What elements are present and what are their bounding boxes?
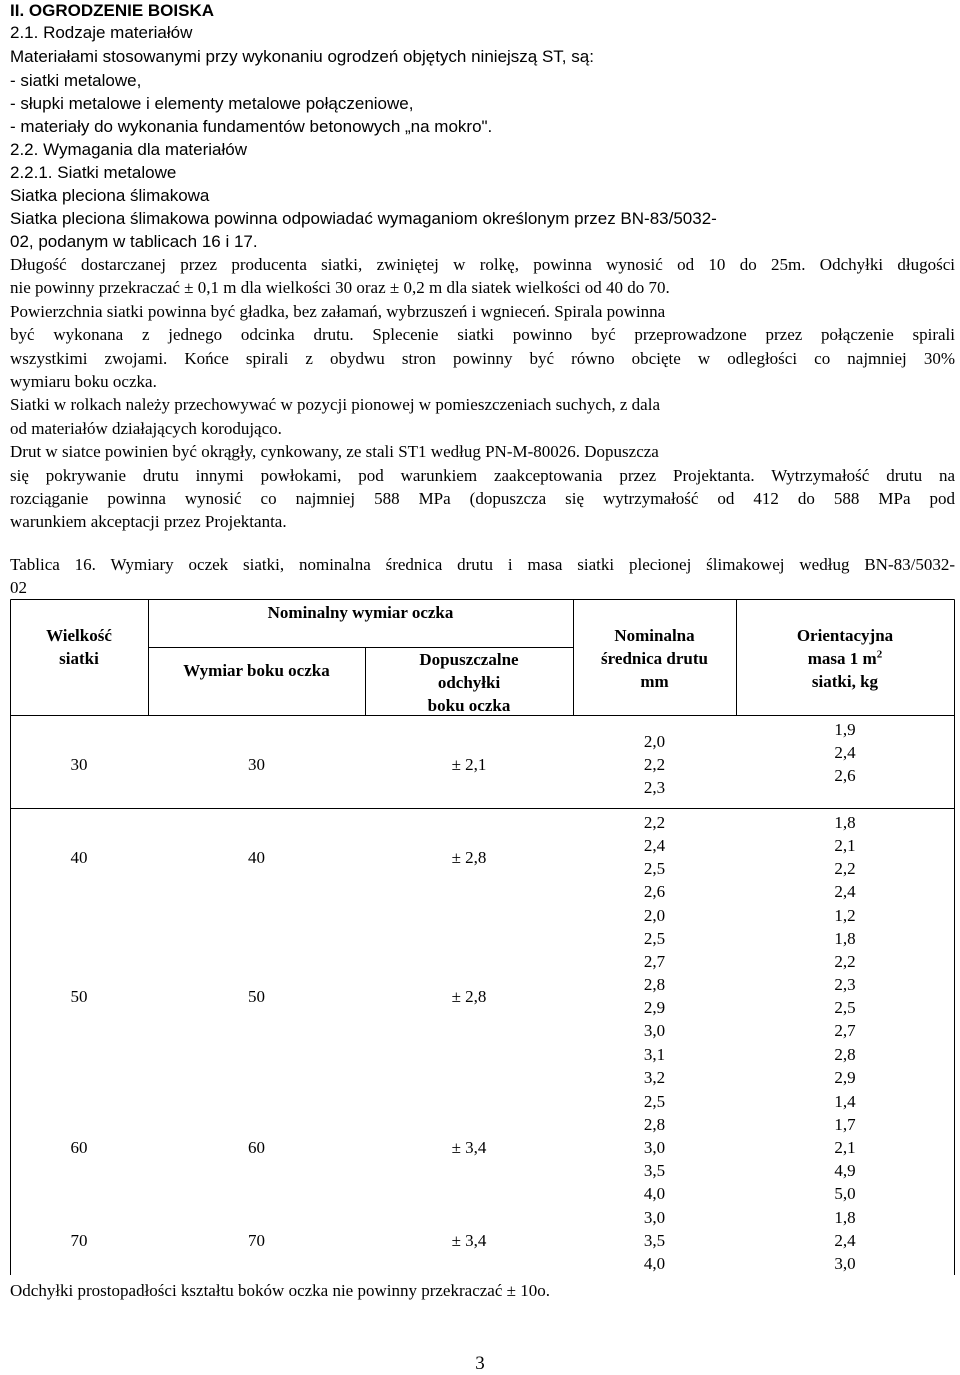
paragraph-line: Długość dostarczanej przez producenta siatki, zwiniętej w rolkę, powinna wynosić od 10 do 25m. Odchyłki długości — [10, 255, 955, 274]
table-cell-size: 40 — [70, 848, 88, 867]
diameter-value: 3,5 — [643, 1161, 666, 1181]
diameter-value: 3,0 — [643, 1021, 666, 1041]
table-footnote: Odchyłki prostopadłości kształtu boków oczka nie powinny przekraczać ± 10o. — [10, 1281, 550, 1300]
table-cell-tolerance: ± 2,1 — [451, 755, 487, 774]
paragraph-line: 02, podanym w tablicach 16 i 17. — [10, 232, 258, 251]
col-header-side: Wymiar boku oczka — [183, 661, 330, 680]
diameter-value: 2,3 — [643, 778, 666, 798]
diameter-value: 2,0 — [643, 906, 666, 925]
diameter-value: 2,0 — [643, 732, 666, 751]
mass-value: 1,8 — [834, 929, 856, 949]
subsection-heading: 2.2. Wymagania dla materiałów — [10, 140, 248, 159]
table-cell-diameter-list — [573, 1206, 736, 1275]
mass-value: 2,5 — [834, 998, 856, 1018]
diameter-value: 2,8 — [643, 1115, 666, 1135]
header-superscript: 2 — [876, 648, 883, 661]
mass-value: 2,7 — [834, 1021, 856, 1041]
subsection-heading: 2.2.1. Siatki metalowe — [10, 163, 177, 182]
mass-value: 2,2 — [834, 859, 856, 879]
diameter-value: 4,0 — [643, 1254, 666, 1274]
header-text: Nominalna — [614, 626, 695, 645]
mass-value: 1,7 — [834, 1115, 856, 1135]
header-text: siatki, kg — [811, 672, 879, 691]
table-cell-side: 50 — [248, 987, 265, 1006]
paragraph-line: od materiałów działających korodująco. — [10, 418, 282, 438]
diameter-value: 2,8 — [643, 975, 666, 995]
table-cell-tolerance: ± 3,4 — [451, 1138, 487, 1157]
paragraph-line: rozciąganie powinna wynosić co najmniej 588 MPa (dopuszcza się wytrzymałość od 412 do 588 MPa pod — [10, 489, 955, 509]
table-cell-tolerance: ± 2,8 — [451, 848, 487, 867]
page-number: 3 — [475, 1353, 485, 1374]
header-text: odchyłki — [437, 673, 501, 692]
table-cell-tolerance: ± 2,8 — [451, 987, 487, 1006]
table-cell-mass-list — [736, 1206, 954, 1275]
mass-value: 2,6 — [834, 766, 856, 786]
mass-value: 2,4 — [834, 1231, 856, 1251]
diameter-value: 2,5 — [643, 929, 666, 949]
mass-value: 2,2 — [834, 952, 856, 972]
diameter-value: 3,5 — [643, 1231, 666, 1251]
paragraph-line: warunkiem akceptacji przez Projektanta. — [10, 512, 287, 532]
mass-value: 2,4 — [834, 743, 856, 763]
mass-value: 4,9 — [834, 1161, 856, 1181]
mass-value: 1,8 — [834, 1208, 856, 1227]
table-cell-tolerance: ± 3,4 — [451, 1231, 487, 1250]
paragraph-line: się pokrywanie drutu innymi powłokami, pod warunkiem zaakceptowania przez Projektanta. Wytrzymałość drutu na — [10, 465, 955, 485]
header-text: średnica drutu — [601, 649, 708, 668]
diameter-value: 2,4 — [643, 836, 666, 856]
table-cell-mass-list — [736, 811, 954, 903]
header-text: Wielkość — [46, 626, 112, 645]
header-text: Orientacyjna — [796, 626, 894, 645]
table-cell-mass-list — [736, 718, 954, 787]
diameter-value: 4,0 — [643, 1184, 666, 1204]
diameter-value: 2,5 — [643, 1092, 666, 1111]
header-text: mm — [640, 672, 669, 691]
header-text: boku oczka — [427, 696, 511, 715]
list-item: - słupki metalowe i elementy metalowe połączeniowe, — [10, 94, 414, 113]
header-text: masa 1 m — [807, 649, 877, 668]
diameter-value: 3,2 — [643, 1067, 666, 1087]
diameter-value: 2,2 — [643, 813, 666, 832]
paragraph-line: Siatki w rolkach należy przechowywać w pozycji pionowej w pomieszczeniach suchych, z dala — [10, 395, 661, 415]
header-text: siatki — [59, 649, 99, 668]
paragraph-line: być wykonana z jednego odcinka drutu. Splecenie siatki powinno być przeprowadzone przez połączenie spirali — [10, 325, 955, 345]
col-header-mesh-group: Nominalny wymiar oczka — [267, 603, 454, 622]
mass-value: 5,0 — [834, 1184, 856, 1204]
mass-value: 2,4 — [834, 882, 856, 902]
table-cell-side: 70 — [248, 1231, 265, 1250]
col-header-mass — [736, 624, 954, 693]
subsection-heading: Siatka pleciona ślimakowa — [10, 186, 210, 205]
diameter-value: 3,1 — [643, 1044, 666, 1064]
table-caption-line: 02 — [10, 578, 27, 597]
list-item: - siatki metalowe, — [10, 71, 142, 90]
table-cell-size: 60 — [70, 1138, 88, 1157]
section-title: II. OGRODZENIE BOISKA — [10, 1, 215, 20]
diameter-value: 2,6 — [643, 882, 666, 902]
diameter-value: 2,7 — [643, 952, 666, 972]
mass-value: 1,4 — [834, 1092, 856, 1111]
mass-value: 2,1 — [834, 836, 856, 856]
mass-value: 2,1 — [834, 1138, 856, 1158]
header-text: Dopuszczalne — [419, 650, 519, 669]
mass-value: 1,9 — [834, 720, 856, 739]
table-cell-diameter-list — [573, 904, 736, 1089]
col-header-tolerance — [365, 648, 573, 717]
diameter-value: 2,5 — [643, 859, 666, 879]
subsection-heading: 2.1. Rodzaje materiałów — [10, 23, 193, 42]
col-header-size — [10, 624, 148, 670]
paragraph-line: nie powinny przekraczać ± 0,1 m dla wielkości 30 oraz ± 0,2 m dla siatek wielkości od 40 do 70. — [10, 278, 670, 298]
mass-value: 2,9 — [834, 1067, 856, 1087]
mass-value: 2,8 — [834, 1044, 856, 1064]
table-cell-diameter-list — [573, 1090, 736, 1205]
table-cell-diameter-list — [573, 811, 736, 903]
paragraph-line: wymiaru boku oczka. — [10, 372, 157, 392]
list-item: - materiały do wykonania fundamentów betonowych „na mokro". — [10, 117, 493, 136]
table-cell-mass-list — [736, 904, 954, 1089]
diameter-value: 2,9 — [643, 998, 666, 1018]
table-cell-side: 30 — [248, 755, 265, 774]
table-caption-line: Tablica 16. Wymiary oczek siatki, nominalna średnica drutu i masa siatki plecionej ślimakowej według BN-83/5032- — [10, 555, 955, 574]
table-cell-side: 60 — [248, 1138, 265, 1157]
mass-value: 1,2 — [834, 906, 856, 925]
table-cell-mass-list — [736, 1090, 954, 1205]
paragraph-line: wszystkimi zwojami. Końce spirali z obydwu stron powinny być równo obcięte w odległości co najmniej 30% — [10, 348, 955, 368]
intro-text: Materiałami stosowanymi przy wykonaniu ogrodzeń objętych niniejszą ST, są: — [10, 47, 594, 66]
diameter-value: 3,0 — [643, 1208, 666, 1227]
diameter-value: 3,0 — [643, 1138, 666, 1158]
mass-value: 2,3 — [834, 975, 856, 995]
table-cell-size: 70 — [70, 1231, 88, 1250]
table-cell-diameter-list — [573, 730, 736, 799]
paragraph-line: Powierzchnia siatki powinna być gładka, bez załamań, wybrzuszeń i wgnieceń. Spirala powinna — [10, 301, 666, 321]
paragraph-line: Siatka pleciona ślimakowa powinna odpowiadać wymaganiom określonym przez BN-83/5032- — [10, 209, 717, 228]
paragraph-line: Drut w siatce powinien być okrągły, cynkowany, ze stali ST1 według PN-M-80026. Dopuszcza — [10, 442, 659, 462]
table-cell-size: 30 — [70, 755, 88, 774]
table-cell-side: 40 — [248, 848, 265, 867]
table-cell-size: 50 — [70, 987, 88, 1006]
col-header-diameter — [573, 624, 736, 693]
mass-value: 3,0 — [834, 1254, 856, 1274]
diameter-value: 2,2 — [643, 755, 666, 775]
mass-value: 1,8 — [834, 813, 856, 832]
